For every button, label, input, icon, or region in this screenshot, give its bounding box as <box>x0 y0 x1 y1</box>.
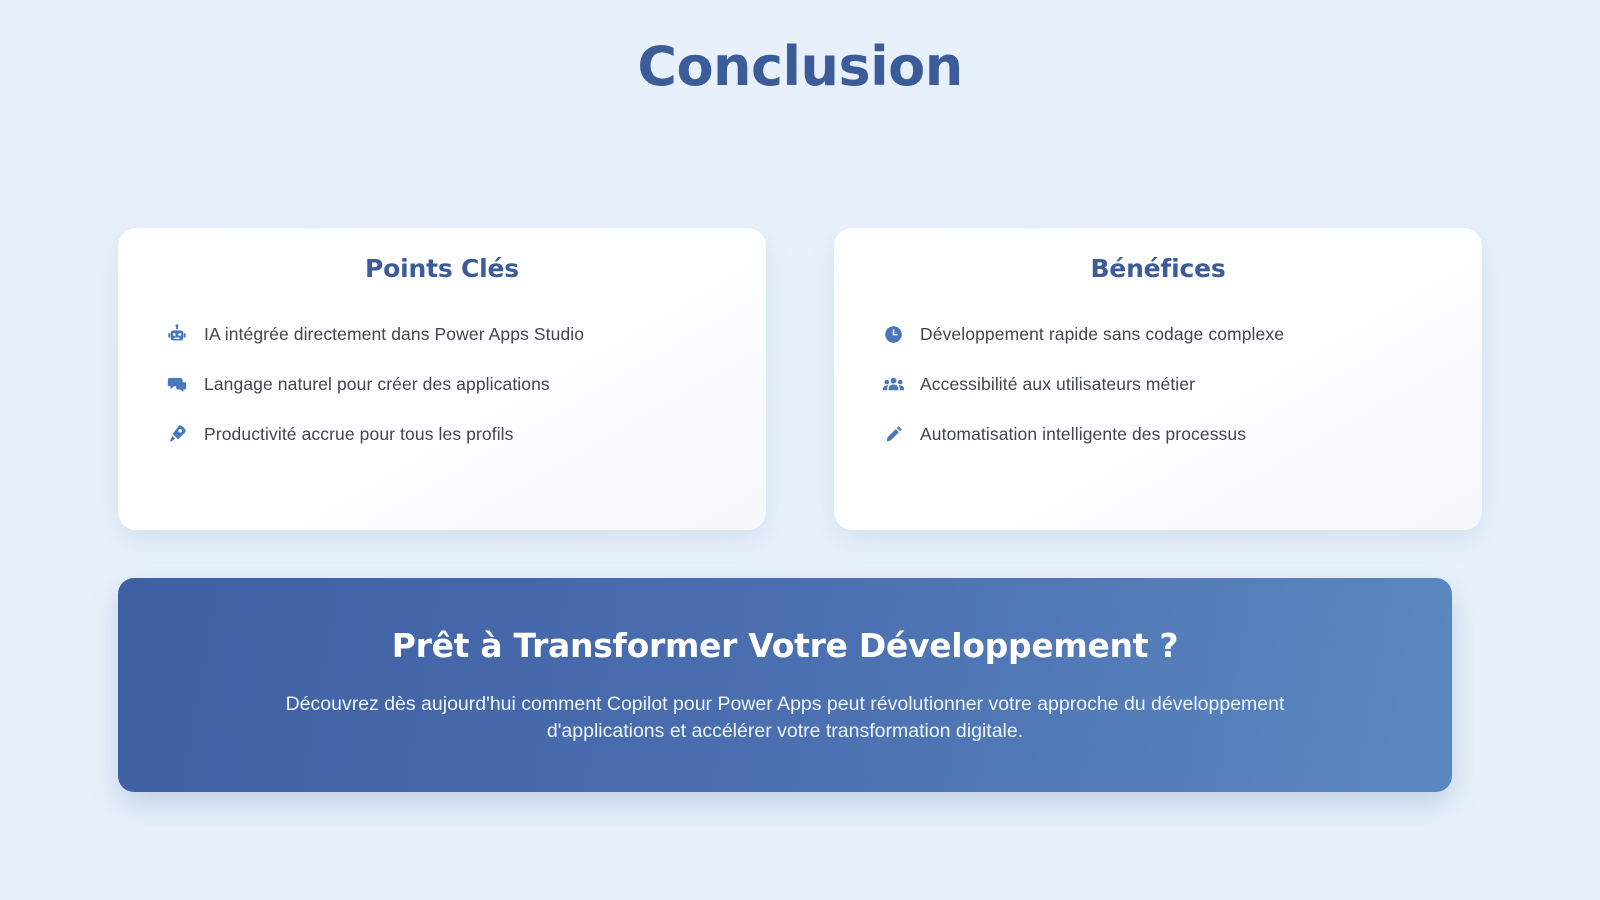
pen-icon <box>880 421 906 447</box>
people-icon <box>880 371 906 397</box>
cta-title: Prêt à Transformer Votre Développement ? <box>391 626 1179 666</box>
card-points-cles <box>118 228 766 530</box>
list-item-label: Productivité accrue pour tous les profils <box>204 423 514 444</box>
list-item <box>868 359 1448 409</box>
speech-bubbles-icon <box>164 371 190 397</box>
list-item-label: Langage naturel pour créer des applications <box>204 373 550 394</box>
cta-banner <box>118 578 1452 792</box>
list-item-label: Accessibilité aux utilisateurs métier <box>920 373 1196 394</box>
page-title: Conclusion <box>637 35 963 98</box>
card-list <box>868 309 1448 459</box>
card-benefices <box>834 228 1482 530</box>
list-item <box>868 309 1448 359</box>
list-item-label: IA intégrée directement dans Power Apps Studio <box>204 323 585 344</box>
rocket-icon <box>164 421 190 447</box>
cards-row <box>118 228 1482 530</box>
list-item-label: Développement rapide sans codage complexe <box>920 323 1285 344</box>
list-item <box>152 409 732 459</box>
clock-icon <box>880 321 906 347</box>
card-list <box>152 309 732 459</box>
card-title: Bénéfices <box>1090 254 1226 283</box>
robot-icon <box>164 321 190 347</box>
card-title: Points Clés <box>365 254 519 283</box>
list-item <box>868 409 1448 459</box>
list-item <box>152 359 732 409</box>
cta-text: Découvrez dès aujourd'hui comment Copilot pour Power Apps peut révolutionner votre approche du développement d'applications et accélérer votre transformation digitale. <box>285 693 1285 742</box>
list-item <box>152 309 732 359</box>
list-item-label: Automatisation intelligente des processus <box>920 423 1247 444</box>
